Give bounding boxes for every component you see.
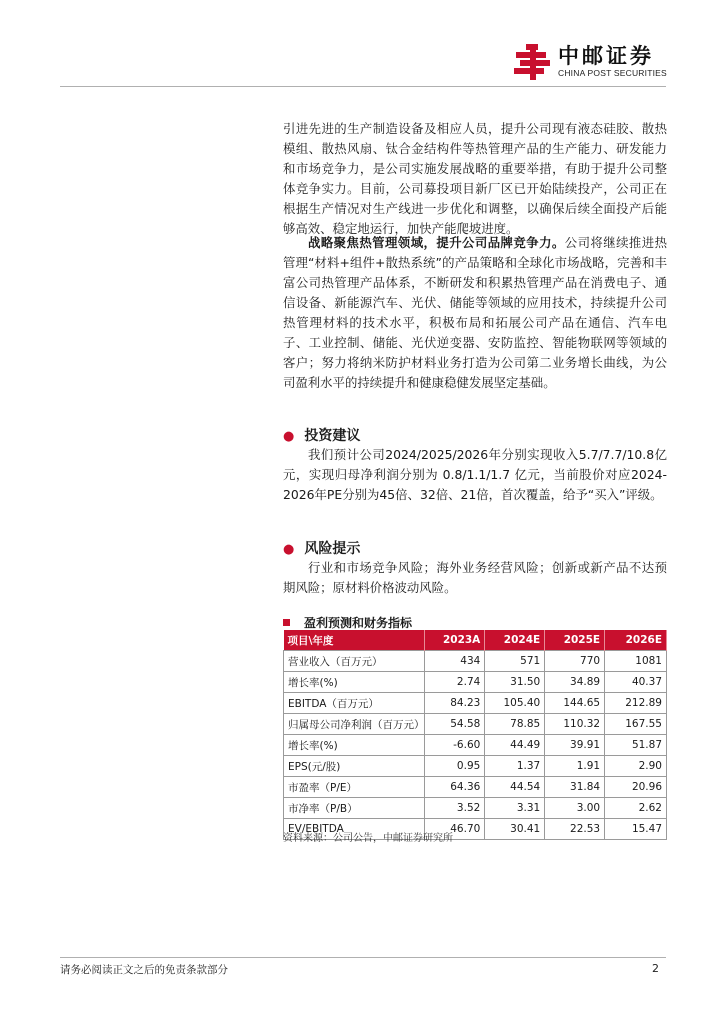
paragraph-2-lead: 战略聚焦热管理领域，提升公司品牌竞争力。 <box>308 235 565 250</box>
table-cell: 105.40 <box>485 693 545 714</box>
body-paragraph-2 <box>283 233 667 393</box>
row-label: EV/EBITDA <box>284 819 425 840</box>
table-row <box>284 672 667 693</box>
table-cell: 64.36 <box>425 777 485 798</box>
table-cell: 2.74 <box>425 672 485 693</box>
table-cell: 1081 <box>605 651 667 672</box>
row-label: EBITDA（百万元） <box>284 693 425 714</box>
table-cell: 51.87 <box>605 735 667 756</box>
table-header-cell: 2025E <box>545 630 605 651</box>
table-cell: 770 <box>545 651 605 672</box>
logo-chinese-name: 中邮证券 <box>558 44 654 68</box>
table-cell: 2.90 <box>605 756 667 777</box>
financial-table <box>283 630 667 840</box>
table-cell: 110.32 <box>545 714 605 735</box>
table-header-cell: 2026E <box>605 630 667 651</box>
table-cell: 30.41 <box>485 819 545 840</box>
table-row <box>284 693 667 714</box>
table-header-cell: 2024E <box>485 630 545 651</box>
table-title-text: 盈利预测和财务指标 <box>304 616 413 630</box>
table-cell: 1.37 <box>485 756 545 777</box>
investment-title: 投资建议 <box>304 428 361 444</box>
table-row <box>284 651 667 672</box>
table-cell: 20.96 <box>605 777 667 798</box>
footer-disclaimer: 请务必阅读正文之后的免责条款部分 <box>60 964 228 976</box>
body-paragraph-1: 引进先进的生产制造设备及相应人员，提升公司现有液态硅胶、散热模组、散热风扇、钛合金结构件等热管理产品的生产能力、研发能力和市场竞争力，是公司实施发展战略的重要举措，有助于提升公司整体竞争实力。目前，公司募投项目新厂区已开始陆续投产，公司正在根据生产情况对生产线进一步优化和调整，以确保后续全面投产后能够高效、稳定地运行，加快产能爬坡进度。 <box>283 121 667 236</box>
table-source-note: 资料来源：公司公告，中邮证券研究所 <box>283 833 453 844</box>
row-label: 营业收入（百万元） <box>284 651 425 672</box>
row-label: 归属母公司净利润（百万元） <box>284 714 425 735</box>
logo-english-name: CHINA POST SECURITIES <box>558 68 667 78</box>
table-cell: 571 <box>485 651 545 672</box>
header-divider <box>60 86 666 87</box>
table-row <box>284 756 667 777</box>
table-cell: 3.31 <box>485 798 545 819</box>
row-label: 市盈率（P/E） <box>284 777 425 798</box>
table-row <box>284 714 667 735</box>
table-cell: 84.23 <box>425 693 485 714</box>
table-cell: 78.85 <box>485 714 545 735</box>
table-cell: 144.65 <box>545 693 605 714</box>
table-cell: 0.95 <box>425 756 485 777</box>
table-cell: 212.89 <box>605 693 667 714</box>
table-cell: 22.53 <box>545 819 605 840</box>
red-bullet-icon: ● <box>283 542 295 557</box>
china-post-logo-icon <box>512 42 552 82</box>
risk-title: 风险提示 <box>304 541 361 557</box>
row-label: EPS(元/股) <box>284 756 425 777</box>
row-label: 市净率（P/B） <box>284 798 425 819</box>
table-cell: 167.55 <box>605 714 667 735</box>
row-label: 增长率(%) <box>284 672 425 693</box>
table-cell: 31.84 <box>545 777 605 798</box>
table-cell: 434 <box>425 651 485 672</box>
paragraph-2-text: 公司将继续推进热管理“材料+组件+散热系统”的产品策略和全球化市场战略，完善和丰富公司热管理产品体系，不断研发和积累热管理产品在消费电子、通信设备、新能源汽车、光伏、储能等领域的应用技术，持续提升公司热管理材料的技术水平，积极布局和拓展公司产品在通信、汽车电子、工业控制、储能、光伏逆变器、安防监控、智能物联网等领域的客户；努力将纳米防护材料业务打造为公司第二业务增长曲线，为公司盈利水平的持续提升和健康稳健发展坚定基础。 <box>283 235 668 390</box>
table-header-row <box>284 630 667 651</box>
table-cell: 1.91 <box>545 756 605 777</box>
red-bullet-icon: ● <box>283 429 295 444</box>
table-row <box>284 777 667 798</box>
table-cell: 3.00 <box>545 798 605 819</box>
investment-text: 我们预计公司2024/2025/2026年分别实现收入5.7/7.7/10.8亿元，实现归母净利润分别为 0.8/1.1/1.7 亿元，当前股价对应2024-2026年PE分别为45倍、32倍、21倍，首次覆盖，给予“买入”评级。 <box>283 447 667 502</box>
page-number: 2 <box>652 962 659 975</box>
table-row <box>284 735 667 756</box>
table-cell: 46.70 <box>425 819 485 840</box>
table-cell: 34.89 <box>545 672 605 693</box>
table-cell: 44.49 <box>485 735 545 756</box>
risk-section-heading <box>283 538 360 558</box>
table-title <box>283 614 412 631</box>
table-cell: 3.52 <box>425 798 485 819</box>
company-logo <box>512 38 672 84</box>
risk-text: 行业和市场竞争风险；海外业务经营风险；创新或新产品不达预期风险；原材料价格波动风险。 <box>283 560 667 595</box>
table-cell: 2.62 <box>605 798 667 819</box>
table-cell: 15.47 <box>605 819 667 840</box>
table-cell: -6.60 <box>425 735 485 756</box>
red-square-icon <box>283 619 290 626</box>
table-row <box>284 798 667 819</box>
row-label: 增长率(%) <box>284 735 425 756</box>
table-cell: 44.54 <box>485 777 545 798</box>
table-cell: 54.58 <box>425 714 485 735</box>
table-header-cell: 项目\年度 <box>284 630 425 651</box>
table-header-cell: 2023A <box>425 630 485 651</box>
table-cell: 31.50 <box>485 672 545 693</box>
investment-section-heading <box>283 425 360 445</box>
footer-divider <box>60 957 666 958</box>
table-cell: 40.37 <box>605 672 667 693</box>
table-cell: 39.91 <box>545 735 605 756</box>
